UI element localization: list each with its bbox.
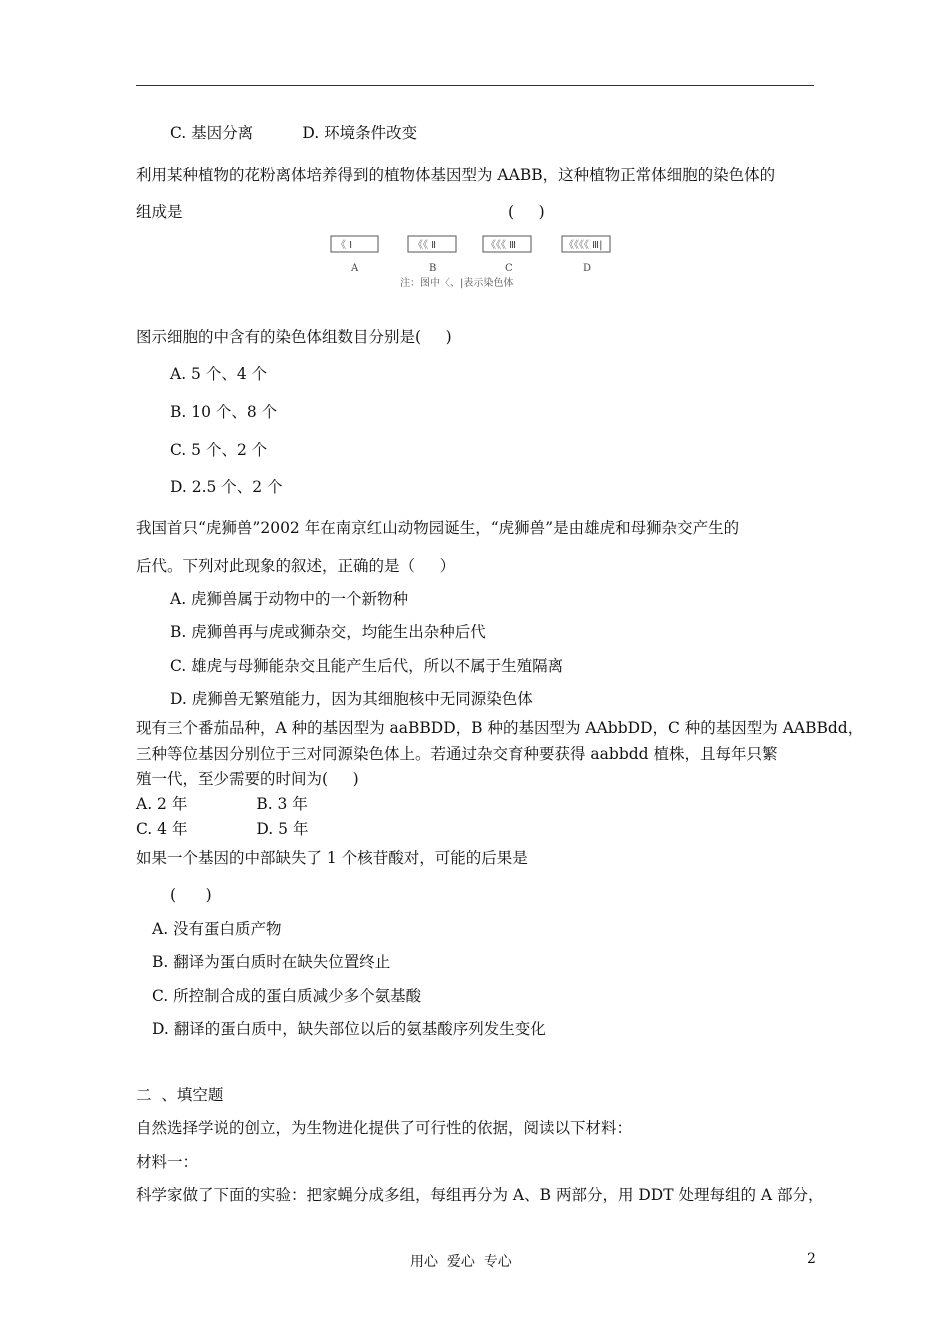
cell-a-glyph: 《 Ⅰ [336, 240, 353, 251]
q4-options-row2: C. 4 年 D. 5 年 [136, 820, 309, 838]
material-label: 材料一： [136, 1153, 199, 1171]
prev-question-options: C. 基因分离 D. 环境条件改变 [170, 124, 418, 142]
cell-c-label: C [505, 263, 513, 274]
chromosome-figure [328, 234, 618, 292]
q3-option-a: A. 虎狮兽属于动物中的一个新物种 [170, 590, 409, 608]
q5-option-c: C. 所控制合成的蛋白质减少多个氨基酸 [152, 987, 422, 1005]
q4-stem-line2: 三种等位基因分别位于三对同源染色体上。若通过杂交育种要获得 aabbdd 植株，且每年只繁 [136, 745, 778, 763]
section2-intro: 自然选择学说的创立，为生物进化提供了可行性的依据，阅读以下材料： [136, 1119, 633, 1137]
q2-option-a: A. 5 个、4 个 [170, 365, 268, 383]
cell-b-glyph: 《《 Ⅱ [413, 240, 437, 251]
cell-d-glyph: 《《《《 Ⅲ| [564, 240, 603, 251]
q5-option-a: A. 没有蛋白质产物 [152, 920, 282, 938]
cell-d-label: D [583, 263, 592, 274]
cell-b-label: B [429, 263, 437, 274]
q2-option-c: C. 5 个、2 个 [170, 441, 268, 459]
footer-motto: 用心 爱心 专心 [410, 1254, 512, 1270]
chromosome-diagram [328, 234, 618, 292]
figure-note: 注：图中〈、|表示染色体 [400, 278, 514, 289]
q2-stem: 图示细胞的中含有的染色体组数目分别是( ) [136, 328, 452, 346]
header-rule [136, 85, 814, 86]
q3-option-b: B. 虎狮兽再与虎或狮杂交，均能生出杂种后代 [170, 623, 486, 641]
q5-option-b: B. 翻译为蛋白质时在缺失位置终止 [152, 953, 391, 971]
q5-answer-bracket: ( ) [170, 886, 212, 904]
q1-answer-bracket: ( ) [508, 203, 545, 221]
q3-stem-line2: 后代。下列对此现象的叙述，正确的是（ ） [136, 557, 456, 575]
q4-options-row1: A. 2 年 B. 3 年 [136, 795, 308, 813]
q1-stem-line2: 组成是 [136, 203, 183, 221]
q5-stem: 如果一个基因的中部缺失了 1 个核苷酸对，可能的后果是 [136, 849, 528, 867]
q2-option-d: D. 2.5 个、2 个 [170, 478, 283, 496]
material-text: 科学家做了下面的实验：把家蝇分成多组，每组再分为 A、B 两部分，用 DDT 处理每组的 A 部分， [136, 1186, 824, 1204]
page-number: 2 [807, 1251, 816, 1267]
q3-stem-line1: 我国首只“虎狮兽”2002 年在南京红山动物园诞生，“虎狮兽”是由雄虎和母狮杂交产生的 [136, 519, 740, 537]
cell-a-label: A [351, 263, 359, 274]
cell-c-glyph: 《《《 Ⅲ [486, 240, 517, 251]
q2-option-b: B. 10 个、8 个 [170, 403, 278, 421]
q5-option-d: D. 翻译的蛋白质中，缺失部位以后的氨基酸序列发生变化 [152, 1020, 546, 1038]
section2-heading: 二 、填空题 [136, 1086, 224, 1104]
q3-option-c: C. 雄虎与母狮能杂交且能产生后代，所以不属于生殖隔离 [170, 657, 564, 675]
q3-option-d: D. 虎狮兽无繁殖能力，因为其细胞核中无同源染色体 [170, 690, 533, 708]
q4-stem-line3: 殖一代，至少需要的时间为( ) [136, 770, 359, 788]
q4-stem-line1: 现有三个番茄品种，A 种的基因型为 aaBBDD，B 种的基因型为 AAbbDD，C 种的基因型为 AABBdd， [136, 719, 864, 737]
q1-stem-line1: 利用某种植物的花粉离体培养得到的植物体基因型为 AABB，这种植物正常体细胞的染色体的 [136, 166, 776, 184]
